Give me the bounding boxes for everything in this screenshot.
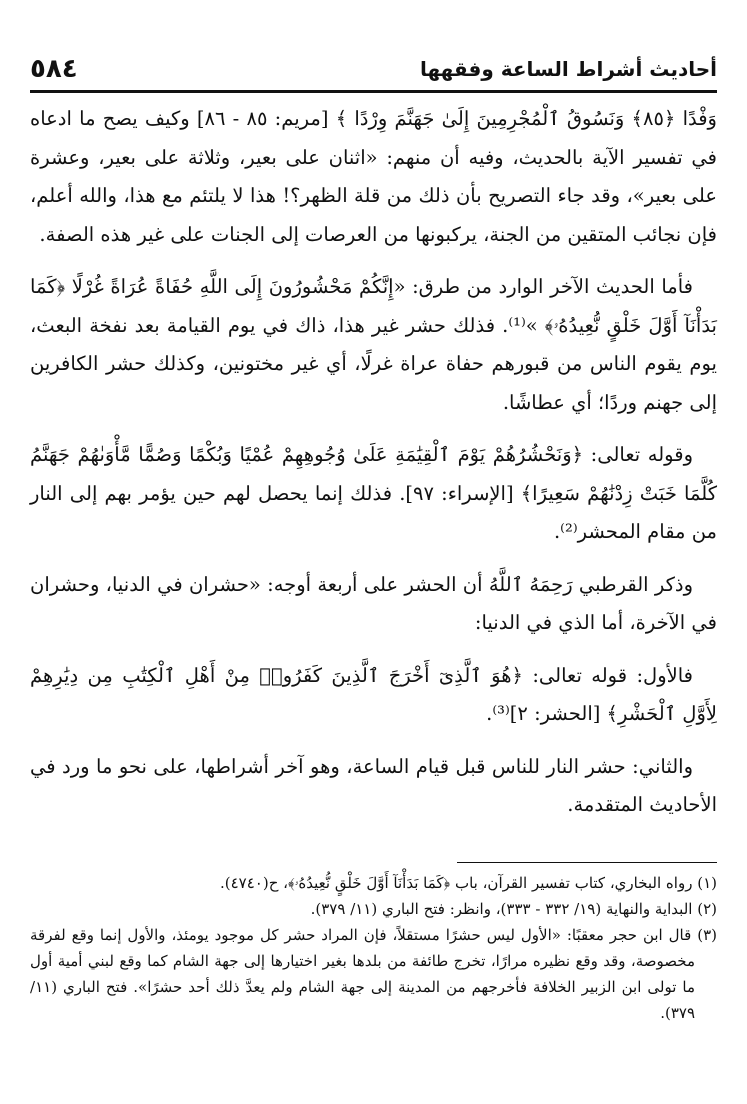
running-title: أحاديث أشراط الساعة وفقهها	[419, 57, 717, 81]
footnote: (١) رواه البخاري، كتاب تفسير القرآن، باب ﴿كَمَا بَدَأْنَآ أَوَّلَ خَلْقٍ نُّعِيدُهُۥ﴾، ح(٤٧٤٠).	[220, 874, 717, 892]
footnote: (٢) البداية والنهاية (١٩/ ٣٣٢ - ٣٣٣)، وانظر: فتح الباري (١١/ ٣٧٩).	[310, 900, 717, 918]
paragraph: فأما الحديث الآخر الوارد من طرق: «إِنَّكُمْ مَحْشُورُونَ إِلَى اللَّهِ حُفَاةً عُرَاةً غُرْلًا ﴿كَمَا بَدَأْنَآ أَوَّلَ خَلْقٍ نُّعِيدُهُۥ﴾ »⁽¹⁾. فذلك حشر غير هذا، ذاك في يوم القيامة بعد نفخة البعث، يوم يقوم الناس من قبورهم حفاة عراة غرلًا، أي غير مختونين، وكذلك حشر الكافرين إلى جهنم وردًا؛ أي عطاشًا.	[30, 275, 717, 414]
main-text	[30, 100, 717, 839]
paragraph: فالأول: قوله تعالى: ﴿هُوَ ٱلَّذِىٓ أَخْرَجَ ٱلَّذِينَ كَفَرُوا۟ مِنْ أَهْلِ ٱلْكِتَٰبِ مِن دِيَٰرِهِمْ لِأَوَّلِ ٱلْحَشْرِ﴾ [الحشر: ٢]⁽³⁾.	[30, 663, 717, 725]
page-number: ٥٨٤	[30, 54, 78, 84]
paragraph: والثاني: حشر النار للناس قبل قيام الساعة، وهو آخر أشراطها، على نحو ما ورد في الأحاديث المتقدمة.	[30, 754, 717, 816]
paragraph: وَفْدًا ﴿٨٥﴾ وَنَسُوقُ ٱلْمُجْرِمِينَ إِلَىٰ جَهَنَّمَ وِرْدًا ﴾ [مريم: ٨٥ - ٨٦] وكيف يصح ما ادعاه في تفسير الآية بالحديث، وفيه أن منهم: «اثنان على بعير، وثلاثة على بعير، وعشرة على بعير»، وقد جاء التصريح بأن ذلك من قلة الظهر؟! هذا لا يلتئم مع هذا، والله أعلم، فإن نجائب المتقين من الجنة، يركبونها من العرصات إلى الجنات على غير هذه الصفة.	[30, 107, 717, 246]
page-header	[30, 48, 717, 93]
footnote-separator	[457, 862, 717, 863]
paragraph: وذكر القرطبي رَحِمَهُ ٱللَّهُ أن الحشر على أربعة أوجه: «حشران في الدنيا، وحشران في الآخرة، أما الذي في الدنيا:	[30, 572, 717, 634]
footnote: (٣) قال ابن حجر معقبًا: «الأول ليس حشرًا مستقلاً، فإن المراد حشر كل موجود يومئذ، والأول إنما وقع لفرقة مخصوصة، وقد وقع نظيره مرارًا، تخرج طائفة من بلدها بغير اختيارها إلى جهة الشام كما وقع لبني أمية أول ما تولى ابن الزبير الخلافة فأخرجهم من المدينة إلى جهة الشام ولم يعدَّ ذلك أحد حشرًا». فتح الباري (١١/ ٣٧٩).	[30, 926, 717, 1022]
paragraph: وقوله تعالى: ﴿وَنَحْشُرُهُمْ يَوْمَ ٱلْقِيَٰمَةِ عَلَىٰ وُجُوهِهِمْ عُمْيًا وَبُكْمًا وَصُمًّا مَّأْوَىٰهُمْ جَهَنَّمُ كُلَّمَا خَبَتْ زِدْنَٰهُمْ سَعِيرًا﴾ [الإسراء: ٩٧]. فذلك إنما يحصل لهم حين يؤمر بهم إلى النار من مقام المحشر⁽²⁾.	[30, 443, 717, 543]
footnotes	[30, 870, 717, 1026]
